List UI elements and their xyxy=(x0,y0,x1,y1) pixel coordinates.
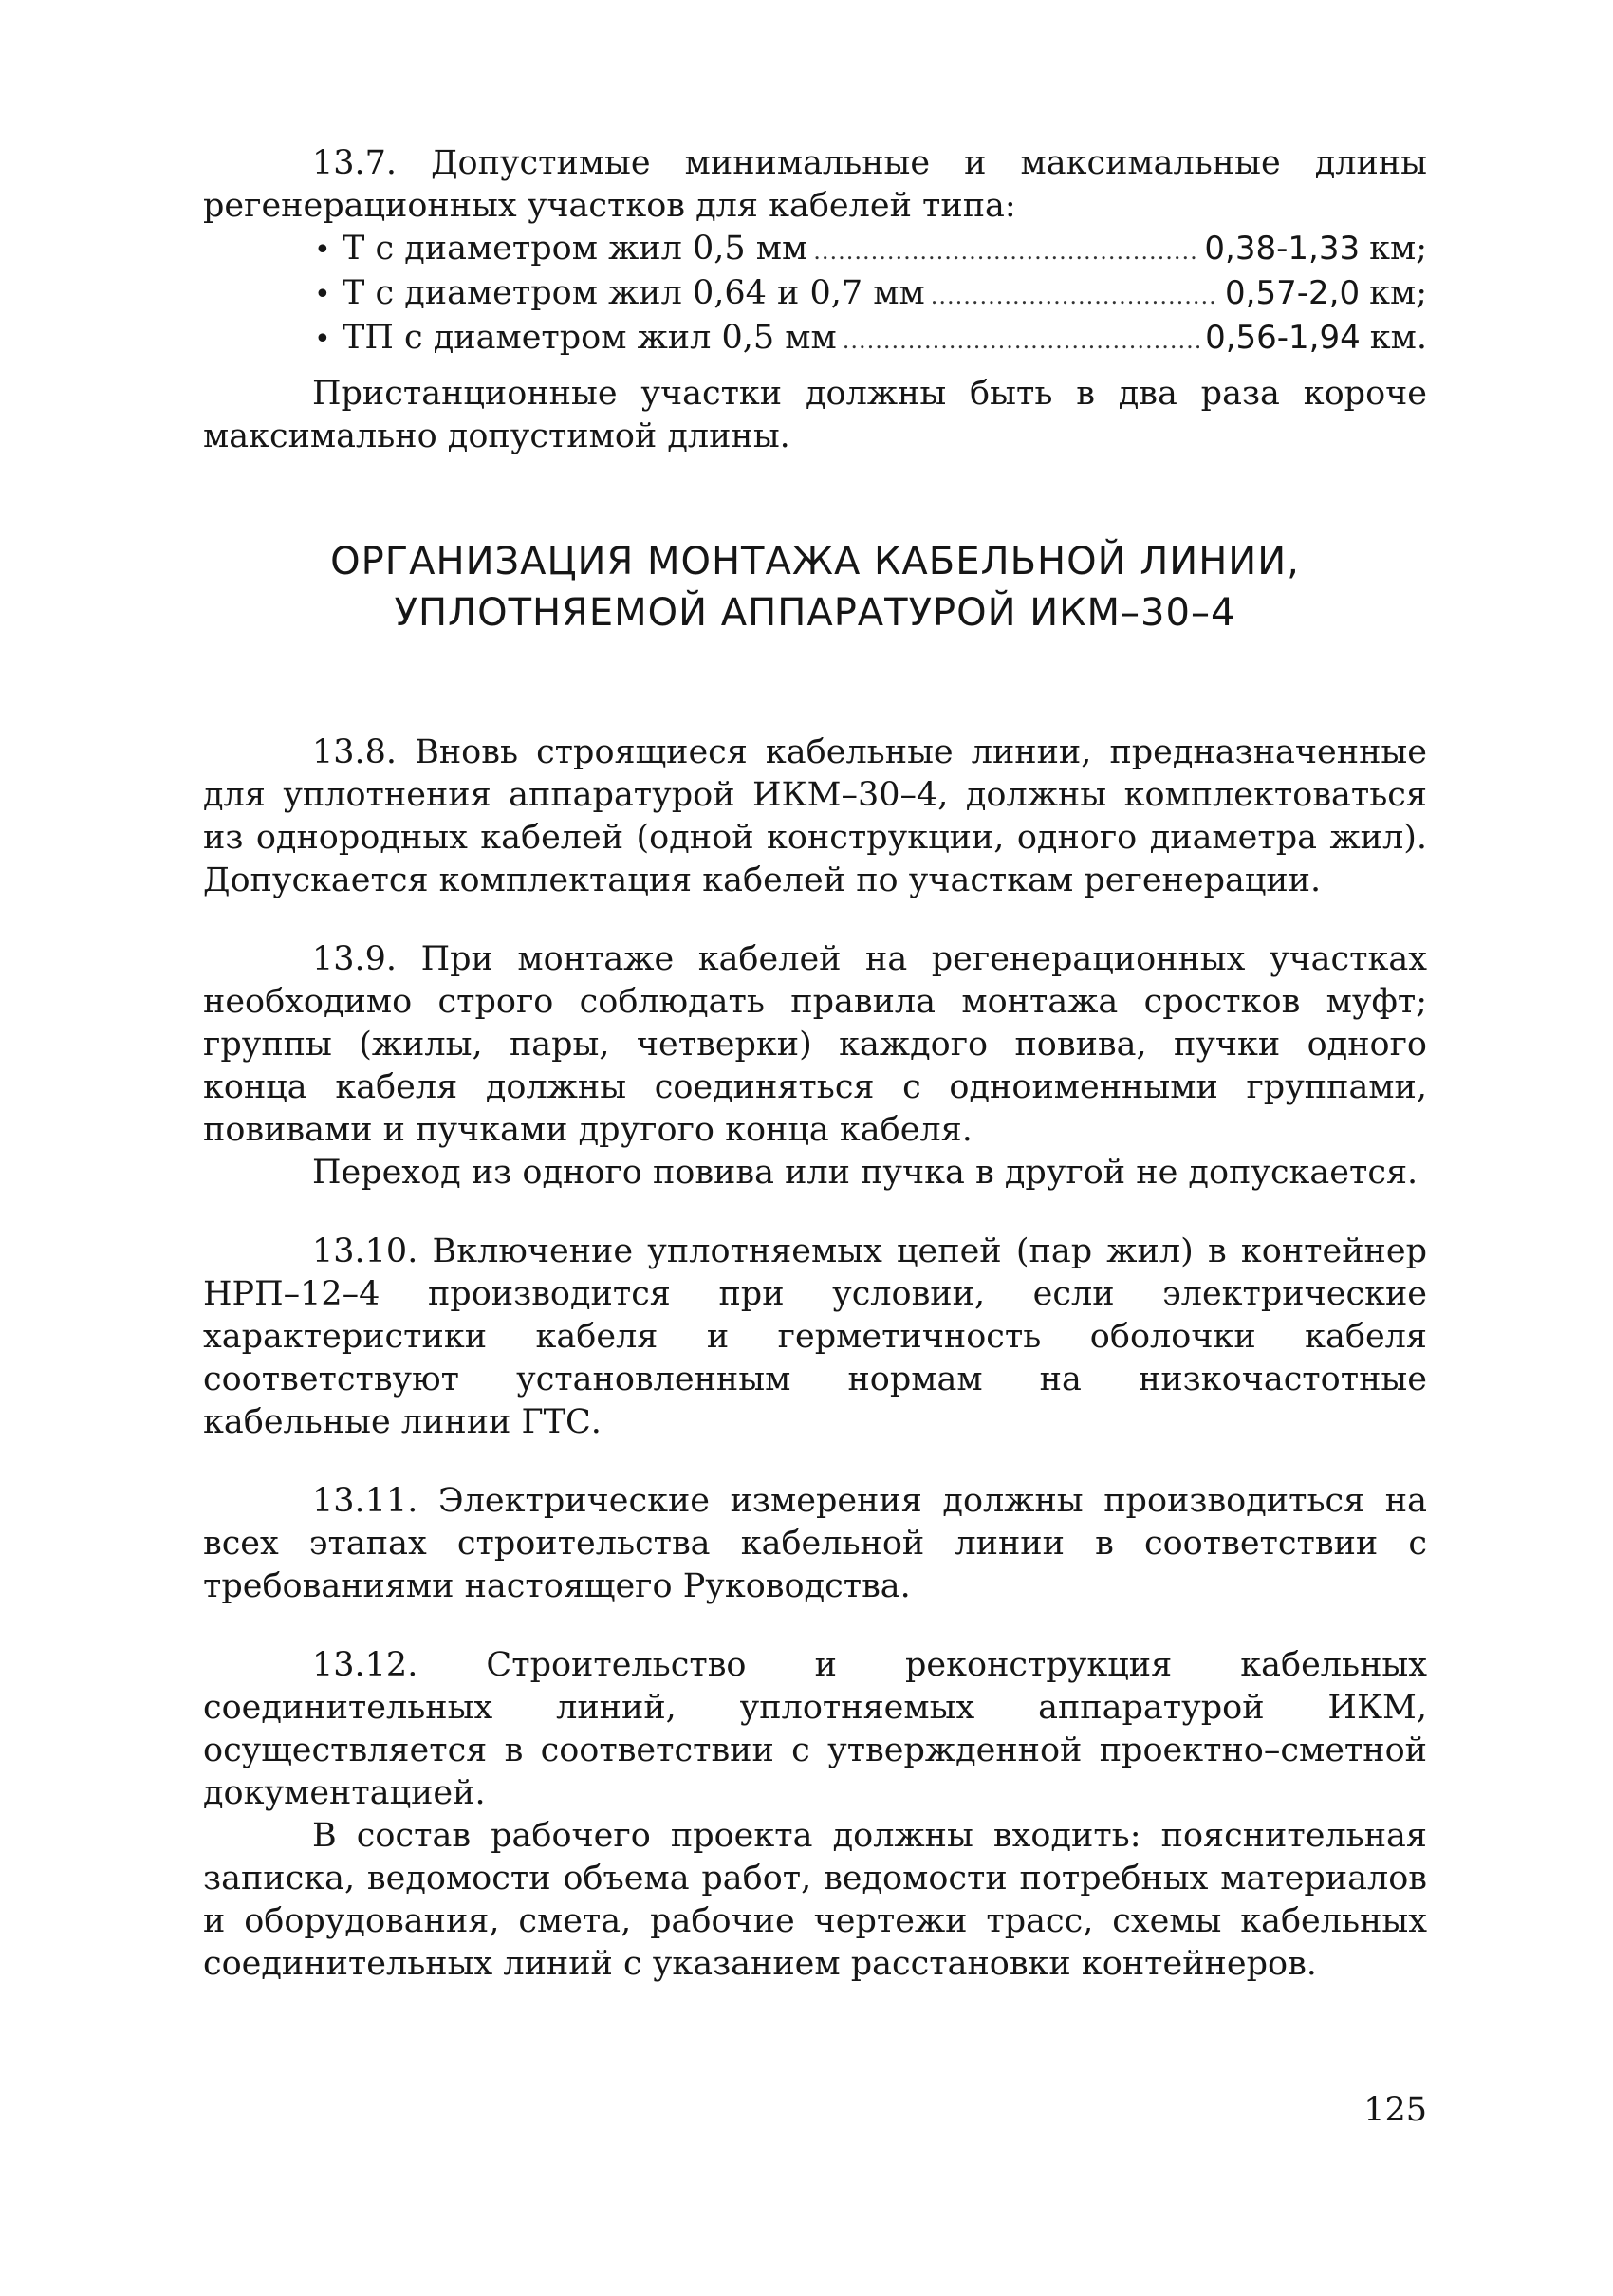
list-item-unit: км. xyxy=(1369,319,1427,357)
dot-leader xyxy=(931,272,1219,317)
list-item-unit: км; xyxy=(1369,230,1427,268)
list-item xyxy=(314,228,1427,272)
list-item-label: Т с диаметром жил 0,64 и 0,7 мм xyxy=(343,274,925,312)
section-heading-line-2: УПЛОТНЯЕМОЙ АППАРАТУРОЙ ИКМ–30–4 xyxy=(394,591,1236,635)
section-heading xyxy=(203,536,1427,639)
list-item-label: ТП с диаметром жил 0,5 мм xyxy=(343,319,837,357)
list-item xyxy=(314,317,1427,361)
section-heading-line-1: ОРГАНИЗАЦИЯ МОНТАЖА КАБЕЛЬНОЙ ЛИНИИ, xyxy=(330,540,1300,583)
bullet-icon: • xyxy=(314,278,331,311)
document-page xyxy=(203,142,1427,1986)
bullet-icon: • xyxy=(314,233,331,267)
paragraph-13-12-continued: В состав рабочего проекта должны входить: пояснительная записка, ведомости объема работ, ведомости потребных материалов и оборудования, смета, рабочие чертежи трасс, схемы кабельных соединительных линий с указанием расстановки контейнеров. xyxy=(203,1817,1427,1983)
paragraph-13-9: 13.9. При монтаже кабелей на регенерационных участках необходимо строго соблюдать правила монтажа сростков муфт; группы (жилы, пары, четверки) каждого повива, пучки одного конца кабеля должны соединяться с одноименными группами, повивами и пучками другого конца кабеля. xyxy=(203,940,1427,1149)
bullet-icon: • xyxy=(314,323,331,356)
paragraph-13-11: 13.11. Электрические измерения должны производиться на всех этапах строительства кабельной линии в соответствии с требованиями настоящего Руководства. xyxy=(203,1482,1427,1605)
paragraph-13-12: 13.12. Строительство и реконструкция кабельных соединительных линий, уплотняемых аппаратурой ИКМ, осуществляется в соответствии с утвержденной проектно–сметной документацией. xyxy=(203,1646,1427,1812)
paragraph-13-10: 13.10. Включение уплотняемых цепей (пар жил) в контейнер НРП–12–4 производится при условии, если электрические характеристики кабеля и герметичность оболочки кабеля соответствуют установленным нормам на низкочастотные кабельные линии ГТС. xyxy=(203,1232,1427,1441)
paragraph-13-7-intro: 13.7. Допустимые минимальные и максимальные длины регенерационных участков для кабелей типа: xyxy=(203,144,1427,225)
paragraph-13-7-note: Пристанционные участки должны быть в два раза короче максимально допустимой длины. xyxy=(203,375,1427,455)
list-item-value: 0,38-1,33 xyxy=(1204,230,1361,268)
list-item-label: Т с диаметром жил 0,5 мм xyxy=(343,230,808,268)
dot-leader xyxy=(813,228,1198,272)
list-item-value: 0,57-2,0 xyxy=(1225,274,1361,312)
list-item-value: 0,56-1,94 xyxy=(1205,319,1361,357)
list-item xyxy=(314,272,1427,317)
paragraph-13-9-continued: Переход из одного повива или пучка в другой не допускается. xyxy=(312,1154,1418,1192)
dot-leader xyxy=(843,317,1199,361)
paragraph-13-8: 13.8. Вновь строящиеся кабельные линии, предназначенные для уплотнения аппаратурой ИКМ–30–4, должны комплектоваться из однородных кабелей (одной конструкции, одного диаметра жил). Допускается комплектация кабелей по участкам регенерации. xyxy=(203,733,1427,899)
page-number: 125 xyxy=(1363,2091,1427,2129)
cable-length-list xyxy=(314,228,1427,361)
list-item-unit: км; xyxy=(1369,274,1427,312)
